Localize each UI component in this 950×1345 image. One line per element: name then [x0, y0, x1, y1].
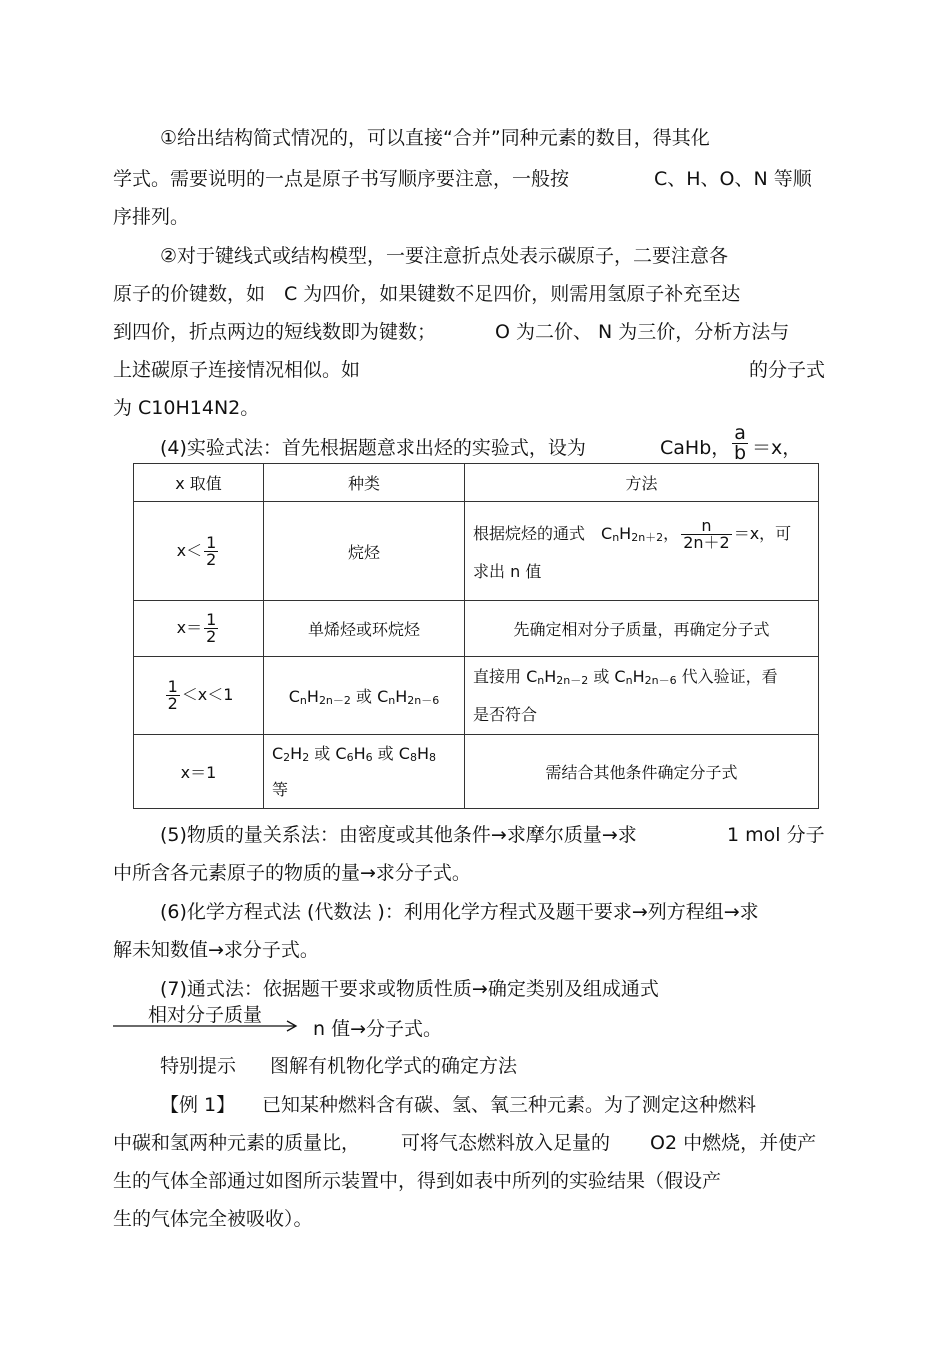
header-x-value: x 取值: [134, 464, 264, 502]
method4-text: (4)实验式法：首先根据题意求出烃的实验式，设为: [160, 437, 586, 459]
header-type: 种类: [264, 464, 465, 502]
hydrocarbon-ratio-table: [133, 463, 819, 809]
method4-fraction: [730, 424, 750, 463]
para1-line2b: C、H、O、N 等顺: [654, 168, 812, 190]
tip-label: 特别提示: [160, 1055, 237, 1077]
example-line3: 生的气体全部通过如图所示装置中，得到如表中所列的实验结果（假设产: [113, 1170, 722, 1192]
para1-line2a: 学式。需要说明的一点是原子书写顺序要注意，一般按: [113, 168, 570, 190]
cell-method: 需结合其他条件确定分子式: [465, 735, 819, 809]
table-row: [134, 502, 819, 601]
method6-line1: (6)化学方程式法 (代数法 )：利用化学方程式及题干要求→列方程组→求: [160, 901, 759, 923]
cell-type: 单烯烃或环烷烃: [264, 601, 465, 657]
arrow-label: 相对分子质量: [148, 1004, 263, 1026]
table-header-row: [134, 464, 819, 502]
para2-line3b: O 为二价、 N 为三价，分析方法与: [495, 321, 790, 343]
para1-line3: 序排列。: [113, 206, 190, 228]
cell-method: 根据烷烃的通式 $C_nH_{2n+2}$， $\frac{n}{2n+2}$ ＝x，可 求出 n 值: [465, 502, 819, 601]
cell-x: x＝1: [134, 735, 264, 809]
cell-method: 直接用 $C_nH_{2n-2}$ 或 $C_nH_{2n-6}$ 代入验证，看 是否符合: [465, 657, 819, 735]
fraction-numerator: a: [732, 424, 748, 444]
method4-eq: ＝x，: [752, 437, 802, 459]
method5-line1a: (5)物质的量关系法：由密度或其他条件→求摩尔质量→求: [160, 824, 637, 846]
method4-formula: CaHb，: [660, 437, 731, 459]
method5-line1b: 1 mol 分子: [727, 824, 825, 846]
example-line4: 生的气体完全被吸收）。: [113, 1208, 313, 1230]
example-line2b: 可将气态燃料放入足量的: [401, 1132, 611, 1154]
cell-x: x＜ $\frac{1}{2}$: [134, 502, 264, 601]
para2-line5: 为 C10H14N2。: [113, 397, 260, 419]
method7-line1: (7)通式法：依据题干要求或物质性质→确定类别及组成通式: [160, 978, 659, 1000]
method7-line2: n 值→分子式。: [313, 1018, 443, 1040]
cell-x: x＝ $\frac{1}{2}$: [134, 601, 264, 657]
table-row: [134, 735, 819, 809]
example-label: 【例 1】: [160, 1094, 236, 1116]
fraction-denominator: b: [734, 442, 747, 464]
para2-line3a: 到四价，折点两边的短线数即为键数；: [113, 321, 437, 343]
tip-text: 图解有机物化学式的确定方法: [270, 1055, 518, 1077]
cell-type: $C_nH_{2n-2}$ 或 $C_nH_{2n-6}$: [264, 657, 465, 735]
cell-method: 先确定相对分子质量，再确定分子式: [465, 601, 819, 657]
header-method: 方法: [465, 464, 819, 502]
table-row: [134, 601, 819, 657]
para2-line4a: 上述碳原子连接情况相似。如: [113, 359, 361, 381]
example-line1: 已知某种燃料含有碳、氢、氧三种元素。为了测定这种燃料: [262, 1094, 757, 1116]
cell-type: 烷烃: [264, 502, 465, 601]
example-line2a: 中碳和氢两种元素的质量比，: [113, 1132, 361, 1154]
cell-x: $\frac{1}{2}$ ＜x＜1: [134, 657, 264, 735]
example-line2c: O2 中燃烧，并使产: [650, 1132, 817, 1154]
para2-line2: 原子的价键数，如 C 为四价，如果键数不足四价，则需用氢原子补充至达: [113, 283, 741, 305]
table-row: [134, 657, 819, 735]
cell-type: $C_2H_2$ 或 $C_6H_6$ 或 $C_8H_8$ 等: [264, 735, 465, 809]
long-arrow-icon: [113, 1000, 299, 1040]
para2-line1: ②对于键线式或结构模型，一要注意折点处表示碳原子，二要注意各: [160, 245, 729, 267]
method6-line2: 解未知数值→求分子式。: [113, 939, 319, 961]
para2-line4b: 的分子式: [749, 359, 826, 381]
para1-line1: ①给出结构简式情况的，可以直接“合并”同种元素的数目，得其化: [160, 127, 710, 149]
method5-line2: 中所含各元素原子的物质的量→求分子式。: [113, 862, 471, 884]
